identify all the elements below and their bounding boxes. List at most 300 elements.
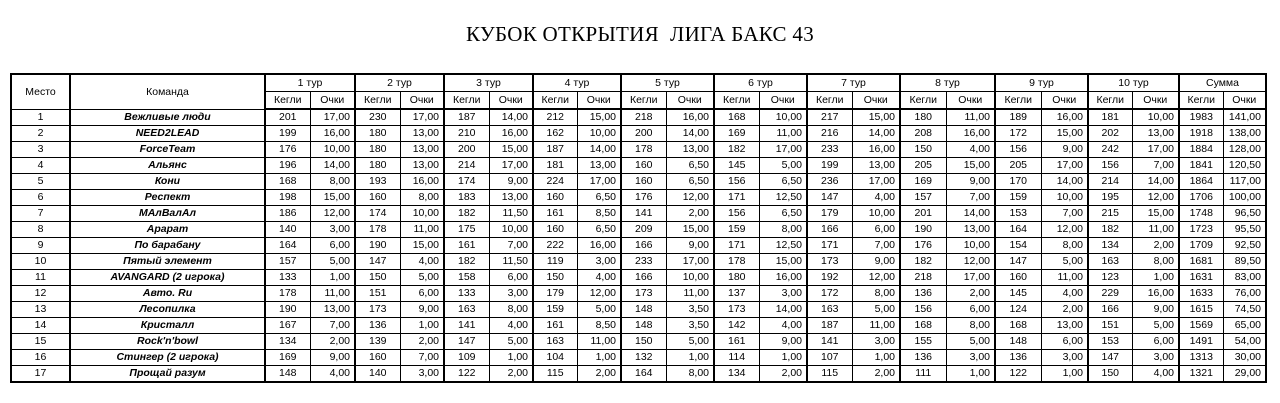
pins-cell: 171 <box>714 238 759 254</box>
header-pins: Кегли <box>621 92 666 110</box>
points-cell: 17,00 <box>400 109 444 126</box>
table-row <box>11 302 1266 318</box>
team-cell: Альянс <box>70 158 265 174</box>
header-pins: Кегли <box>900 92 946 110</box>
total-points-cell: 54,00 <box>1223 334 1266 350</box>
points-cell: 10,00 <box>852 206 900 222</box>
points-cell: 4,00 <box>310 366 355 383</box>
points-cell: 14,00 <box>852 126 900 142</box>
pins-cell: 171 <box>807 238 852 254</box>
pins-cell: 214 <box>1088 174 1132 190</box>
pins-cell: 147 <box>995 254 1041 270</box>
header-round: 5 тур <box>621 74 714 92</box>
points-cell: 3,00 <box>759 286 807 302</box>
points-cell: 11,00 <box>400 222 444 238</box>
place-cell: 5 <box>11 174 70 190</box>
place-cell: 10 <box>11 254 70 270</box>
points-cell: 9,00 <box>852 254 900 270</box>
pins-cell: 171 <box>714 190 759 206</box>
pins-cell: 157 <box>900 190 946 206</box>
pins-cell: 166 <box>807 222 852 238</box>
header-round: 10 тур <box>1088 74 1179 92</box>
pins-cell: 140 <box>265 222 310 238</box>
points-cell: 10,00 <box>1132 109 1179 126</box>
points-cell: 1,00 <box>400 318 444 334</box>
total-pins-cell: 1491 <box>1179 334 1223 350</box>
pins-cell: 134 <box>1088 238 1132 254</box>
points-cell: 2,00 <box>1132 238 1179 254</box>
table-row <box>11 238 1266 254</box>
table-row <box>11 350 1266 366</box>
table-row <box>11 366 1266 383</box>
pins-cell: 141 <box>807 334 852 350</box>
table-row <box>11 270 1266 286</box>
header-round: 1 тур <box>265 74 355 92</box>
pins-cell: 198 <box>265 190 310 206</box>
points-cell: 16,00 <box>946 126 995 142</box>
pins-cell: 141 <box>621 206 666 222</box>
points-cell: 9,00 <box>1132 302 1179 318</box>
points-cell: 12,00 <box>1041 222 1088 238</box>
points-cell: 5,00 <box>310 254 355 270</box>
points-cell: 1,00 <box>852 350 900 366</box>
points-cell: 15,00 <box>1132 206 1179 222</box>
pins-cell: 155 <box>900 334 946 350</box>
points-cell: 13,00 <box>666 142 714 158</box>
points-cell: 7,00 <box>946 190 995 206</box>
points-cell: 4,00 <box>1132 366 1179 383</box>
pins-cell: 150 <box>621 334 666 350</box>
pins-cell: 160 <box>621 174 666 190</box>
pins-cell: 210 <box>444 126 489 142</box>
points-cell: 14,00 <box>489 109 533 126</box>
total-points-cell: 128,00 <box>1223 142 1266 158</box>
points-cell: 17,00 <box>759 142 807 158</box>
pins-cell: 156 <box>995 142 1041 158</box>
points-cell: 2,00 <box>489 366 533 383</box>
total-pins-cell: 1313 <box>1179 350 1223 366</box>
pins-cell: 160 <box>995 270 1041 286</box>
pins-cell: 148 <box>621 318 666 334</box>
total-points-cell: 76,00 <box>1223 286 1266 302</box>
points-cell: 2,00 <box>852 366 900 383</box>
place-cell: 8 <box>11 222 70 238</box>
points-cell: 5,00 <box>946 334 995 350</box>
table-row <box>11 174 1266 190</box>
points-cell: 4,00 <box>1041 286 1088 302</box>
pins-cell: 190 <box>900 222 946 238</box>
pins-cell: 196 <box>265 158 310 174</box>
points-cell: 13,00 <box>400 142 444 158</box>
points-cell: 10,00 <box>310 142 355 158</box>
total-pins-cell: 1841 <box>1179 158 1223 174</box>
points-cell: 16,00 <box>310 126 355 142</box>
pins-cell: 182 <box>444 254 489 270</box>
points-cell: 13,00 <box>1132 126 1179 142</box>
pins-cell: 168 <box>995 318 1041 334</box>
pins-cell: 164 <box>995 222 1041 238</box>
points-cell: 5,00 <box>577 302 621 318</box>
header-pins: Кегли <box>995 92 1041 110</box>
pins-cell: 163 <box>1088 254 1132 270</box>
total-pins-cell: 1884 <box>1179 142 1223 158</box>
points-cell: 1,00 <box>946 366 995 383</box>
header-pins: Кегли <box>1088 92 1132 110</box>
points-cell: 2,00 <box>400 334 444 350</box>
pins-cell: 189 <box>995 109 1041 126</box>
place-cell: 16 <box>11 350 70 366</box>
pins-cell: 151 <box>1088 318 1132 334</box>
pins-cell: 150 <box>1088 366 1132 383</box>
total-points-cell: 92,50 <box>1223 238 1266 254</box>
points-cell: 11,00 <box>1132 222 1179 238</box>
points-cell: 9,00 <box>400 302 444 318</box>
pins-cell: 161 <box>533 206 577 222</box>
points-cell: 16,00 <box>852 142 900 158</box>
table-row <box>11 318 1266 334</box>
pins-cell: 174 <box>444 174 489 190</box>
pins-cell: 159 <box>714 222 759 238</box>
points-cell: 6,50 <box>759 206 807 222</box>
pins-cell: 161 <box>444 238 489 254</box>
team-cell: По барабану <box>70 238 265 254</box>
points-cell: 17,00 <box>1132 142 1179 158</box>
table-row <box>11 206 1266 222</box>
points-cell: 13,00 <box>1041 318 1088 334</box>
pins-cell: 190 <box>265 302 310 318</box>
total-pins-cell: 1633 <box>1179 286 1223 302</box>
points-cell: 10,00 <box>666 270 714 286</box>
points-cell: 5,00 <box>489 334 533 350</box>
total-points-cell: 83,00 <box>1223 270 1266 286</box>
pins-cell: 156 <box>714 206 759 222</box>
points-cell: 8,00 <box>1041 238 1088 254</box>
pins-cell: 151 <box>355 286 400 302</box>
points-cell: 3,00 <box>310 222 355 238</box>
pins-cell: 114 <box>714 350 759 366</box>
points-cell: 3,50 <box>666 302 714 318</box>
table-row <box>11 286 1266 302</box>
pins-cell: 233 <box>621 254 666 270</box>
pins-cell: 122 <box>444 366 489 383</box>
points-cell: 2,00 <box>759 366 807 383</box>
points-cell: 2,00 <box>1041 302 1088 318</box>
table-row <box>11 109 1266 126</box>
pins-cell: 172 <box>807 286 852 302</box>
header-pins: Кегли <box>265 92 310 110</box>
pins-cell: 222 <box>533 238 577 254</box>
pins-cell: 202 <box>1088 126 1132 142</box>
pins-cell: 233 <box>807 142 852 158</box>
points-cell: 8,00 <box>400 190 444 206</box>
place-cell: 11 <box>11 270 70 286</box>
points-cell: 13,00 <box>852 158 900 174</box>
points-cell: 13,00 <box>400 158 444 174</box>
total-pins-cell: 1615 <box>1179 302 1223 318</box>
pins-cell: 195 <box>1088 190 1132 206</box>
points-cell: 5,00 <box>400 270 444 286</box>
points-cell: 12,00 <box>1132 190 1179 206</box>
pins-cell: 216 <box>807 126 852 142</box>
points-cell: 2,00 <box>310 334 355 350</box>
points-cell: 8,00 <box>946 318 995 334</box>
pins-cell: 133 <box>265 270 310 286</box>
points-cell: 5,00 <box>666 334 714 350</box>
total-pins-cell: 1681 <box>1179 254 1223 270</box>
points-cell: 4,00 <box>400 254 444 270</box>
points-cell: 2,00 <box>946 286 995 302</box>
pins-cell: 180 <box>900 109 946 126</box>
points-cell: 11,00 <box>852 318 900 334</box>
header-points: Очки <box>400 92 444 110</box>
total-points-cell: 138,00 <box>1223 126 1266 142</box>
points-cell: 6,50 <box>577 222 621 238</box>
total-pins-cell: 1709 <box>1179 238 1223 254</box>
pins-cell: 153 <box>995 206 1041 222</box>
total-pins-cell: 1918 <box>1179 126 1223 142</box>
pins-cell: 186 <box>265 206 310 222</box>
header-row <box>11 74 1266 92</box>
pins-cell: 163 <box>807 302 852 318</box>
pins-cell: 168 <box>714 109 759 126</box>
pins-cell: 168 <box>900 318 946 334</box>
pins-cell: 136 <box>995 350 1041 366</box>
pins-cell: 123 <box>1088 270 1132 286</box>
pins-cell: 178 <box>621 142 666 158</box>
points-cell: 11,50 <box>489 206 533 222</box>
points-cell: 14,00 <box>1132 174 1179 190</box>
total-points-cell: 120,50 <box>1223 158 1266 174</box>
pins-cell: 230 <box>355 109 400 126</box>
points-cell: 7,00 <box>852 238 900 254</box>
pins-cell: 175 <box>444 222 489 238</box>
pins-cell: 141 <box>444 318 489 334</box>
points-cell: 16,00 <box>1132 286 1179 302</box>
points-cell: 3,00 <box>946 350 995 366</box>
place-cell: 3 <box>11 142 70 158</box>
pins-cell: 156 <box>714 174 759 190</box>
points-cell: 12,00 <box>946 254 995 270</box>
pins-cell: 174 <box>355 206 400 222</box>
pins-cell: 166 <box>1088 302 1132 318</box>
pins-cell: 193 <box>355 174 400 190</box>
pins-cell: 134 <box>714 366 759 383</box>
pins-cell: 142 <box>714 318 759 334</box>
pins-cell: 205 <box>900 158 946 174</box>
points-cell: 3,00 <box>1041 350 1088 366</box>
pins-cell: 180 <box>355 126 400 142</box>
points-cell: 11,50 <box>489 254 533 270</box>
points-cell: 9,00 <box>759 334 807 350</box>
points-cell: 6,50 <box>666 174 714 190</box>
pins-cell: 201 <box>900 206 946 222</box>
pins-cell: 150 <box>533 270 577 286</box>
points-cell: 12,00 <box>310 206 355 222</box>
points-cell: 8,00 <box>1132 254 1179 270</box>
header-round: 3 тур <box>444 74 533 92</box>
pins-cell: 199 <box>807 158 852 174</box>
table-row <box>11 222 1266 238</box>
points-cell: 8,00 <box>852 286 900 302</box>
pins-cell: 109 <box>444 350 489 366</box>
points-cell: 1,00 <box>666 350 714 366</box>
pins-cell: 160 <box>355 190 400 206</box>
pins-cell: 154 <box>995 238 1041 254</box>
pins-cell: 148 <box>265 366 310 383</box>
pins-cell: 153 <box>1088 334 1132 350</box>
team-cell: NEED2LEAD <box>70 126 265 142</box>
pins-cell: 181 <box>1088 109 1132 126</box>
header-total: Сумма <box>1179 74 1266 92</box>
pins-cell: 115 <box>807 366 852 383</box>
header-points: Очки <box>489 92 533 110</box>
pins-cell: 124 <box>995 302 1041 318</box>
points-cell: 9,00 <box>310 350 355 366</box>
pins-cell: 236 <box>807 174 852 190</box>
points-cell: 6,00 <box>310 238 355 254</box>
place-cell: 4 <box>11 158 70 174</box>
header-points: Очки <box>310 92 355 110</box>
header-total-pins: Кегли <box>1179 92 1223 110</box>
pins-cell: 166 <box>621 238 666 254</box>
header-round: 9 тур <box>995 74 1088 92</box>
pins-cell: 217 <box>807 109 852 126</box>
pins-cell: 147 <box>1088 350 1132 366</box>
pins-cell: 214 <box>444 158 489 174</box>
pins-cell: 147 <box>355 254 400 270</box>
pins-cell: 229 <box>1088 286 1132 302</box>
points-cell: 3,00 <box>489 286 533 302</box>
pins-cell: 159 <box>533 302 577 318</box>
points-cell: 13,00 <box>946 222 995 238</box>
table-row <box>11 334 1266 350</box>
points-cell: 3,50 <box>666 318 714 334</box>
total-points-cell: 29,00 <box>1223 366 1266 383</box>
points-cell: 7,00 <box>310 318 355 334</box>
points-cell: 5,00 <box>759 158 807 174</box>
points-cell: 12,00 <box>666 190 714 206</box>
total-points-cell: 65,00 <box>1223 318 1266 334</box>
points-cell: 14,00 <box>310 158 355 174</box>
pins-cell: 169 <box>900 174 946 190</box>
pins-cell: 176 <box>900 238 946 254</box>
pins-cell: 150 <box>900 142 946 158</box>
pins-cell: 160 <box>533 222 577 238</box>
pins-cell: 169 <box>714 126 759 142</box>
header-pins: Кегли <box>533 92 577 110</box>
points-cell: 17,00 <box>666 254 714 270</box>
pins-cell: 200 <box>444 142 489 158</box>
team-cell: Прощай разум <box>70 366 265 383</box>
team-cell: Лесопилка <box>70 302 265 318</box>
header-points: Очки <box>1041 92 1088 110</box>
points-cell: 11,00 <box>759 126 807 142</box>
points-cell: 11,00 <box>946 109 995 126</box>
pins-cell: 133 <box>444 286 489 302</box>
points-cell: 14,00 <box>946 206 995 222</box>
pins-cell: 218 <box>900 270 946 286</box>
points-cell: 12,00 <box>577 286 621 302</box>
points-cell: 17,00 <box>577 174 621 190</box>
pins-cell: 167 <box>265 318 310 334</box>
points-cell: 1,00 <box>1132 270 1179 286</box>
place-cell: 1 <box>11 109 70 126</box>
points-cell: 17,00 <box>946 270 995 286</box>
points-cell: 11,00 <box>310 286 355 302</box>
pins-cell: 164 <box>265 238 310 254</box>
total-points-cell: 141,00 <box>1223 109 1266 126</box>
points-cell: 1,00 <box>310 270 355 286</box>
pins-cell: 192 <box>807 270 852 286</box>
place-cell: 9 <box>11 238 70 254</box>
header-round: 8 тур <box>900 74 995 92</box>
points-cell: 10,00 <box>577 126 621 142</box>
pins-cell: 104 <box>533 350 577 366</box>
points-cell: 15,00 <box>1041 126 1088 142</box>
points-cell: 3,00 <box>852 334 900 350</box>
pins-cell: 145 <box>995 286 1041 302</box>
header-points: Очки <box>577 92 621 110</box>
team-cell: Респект <box>70 190 265 206</box>
points-cell: 15,00 <box>852 109 900 126</box>
pins-cell: 187 <box>533 142 577 158</box>
total-points-cell: 89,50 <box>1223 254 1266 270</box>
total-points-cell: 30,00 <box>1223 350 1266 366</box>
points-cell: 13,00 <box>577 158 621 174</box>
header-round: 7 тур <box>807 74 900 92</box>
points-cell: 6,50 <box>577 190 621 206</box>
pins-cell: 183 <box>444 190 489 206</box>
pins-cell: 164 <box>621 366 666 383</box>
pins-cell: 182 <box>900 254 946 270</box>
pins-cell: 187 <box>444 109 489 126</box>
pins-cell: 147 <box>807 190 852 206</box>
place-cell: 6 <box>11 190 70 206</box>
points-cell: 4,00 <box>946 142 995 158</box>
table-row <box>11 190 1266 206</box>
pins-cell: 115 <box>533 366 577 383</box>
header-points: Очки <box>666 92 714 110</box>
points-cell: 15,00 <box>759 254 807 270</box>
points-cell: 17,00 <box>852 174 900 190</box>
pins-cell: 159 <box>995 190 1041 206</box>
points-cell: 10,00 <box>1041 190 1088 206</box>
pins-cell: 147 <box>444 334 489 350</box>
pins-cell: 145 <box>714 158 759 174</box>
points-cell: 4,00 <box>489 318 533 334</box>
points-cell: 11,00 <box>666 286 714 302</box>
total-pins-cell: 1631 <box>1179 270 1223 286</box>
pins-cell: 136 <box>900 286 946 302</box>
pins-cell: 107 <box>807 350 852 366</box>
points-cell: 8,00 <box>310 174 355 190</box>
points-cell: 13,00 <box>489 190 533 206</box>
pins-cell: 122 <box>995 366 1041 383</box>
pins-cell: 181 <box>533 158 577 174</box>
points-cell: 9,00 <box>946 174 995 190</box>
points-cell: 6,00 <box>852 222 900 238</box>
points-cell: 14,00 <box>759 302 807 318</box>
pins-cell: 173 <box>621 286 666 302</box>
pins-cell: 137 <box>714 286 759 302</box>
pins-cell: 180 <box>355 158 400 174</box>
pins-cell: 163 <box>444 302 489 318</box>
place-cell: 2 <box>11 126 70 142</box>
points-cell: 1,00 <box>577 350 621 366</box>
pins-cell: 212 <box>533 109 577 126</box>
points-cell: 4,00 <box>759 318 807 334</box>
team-cell: Пятый элемент <box>70 254 265 270</box>
